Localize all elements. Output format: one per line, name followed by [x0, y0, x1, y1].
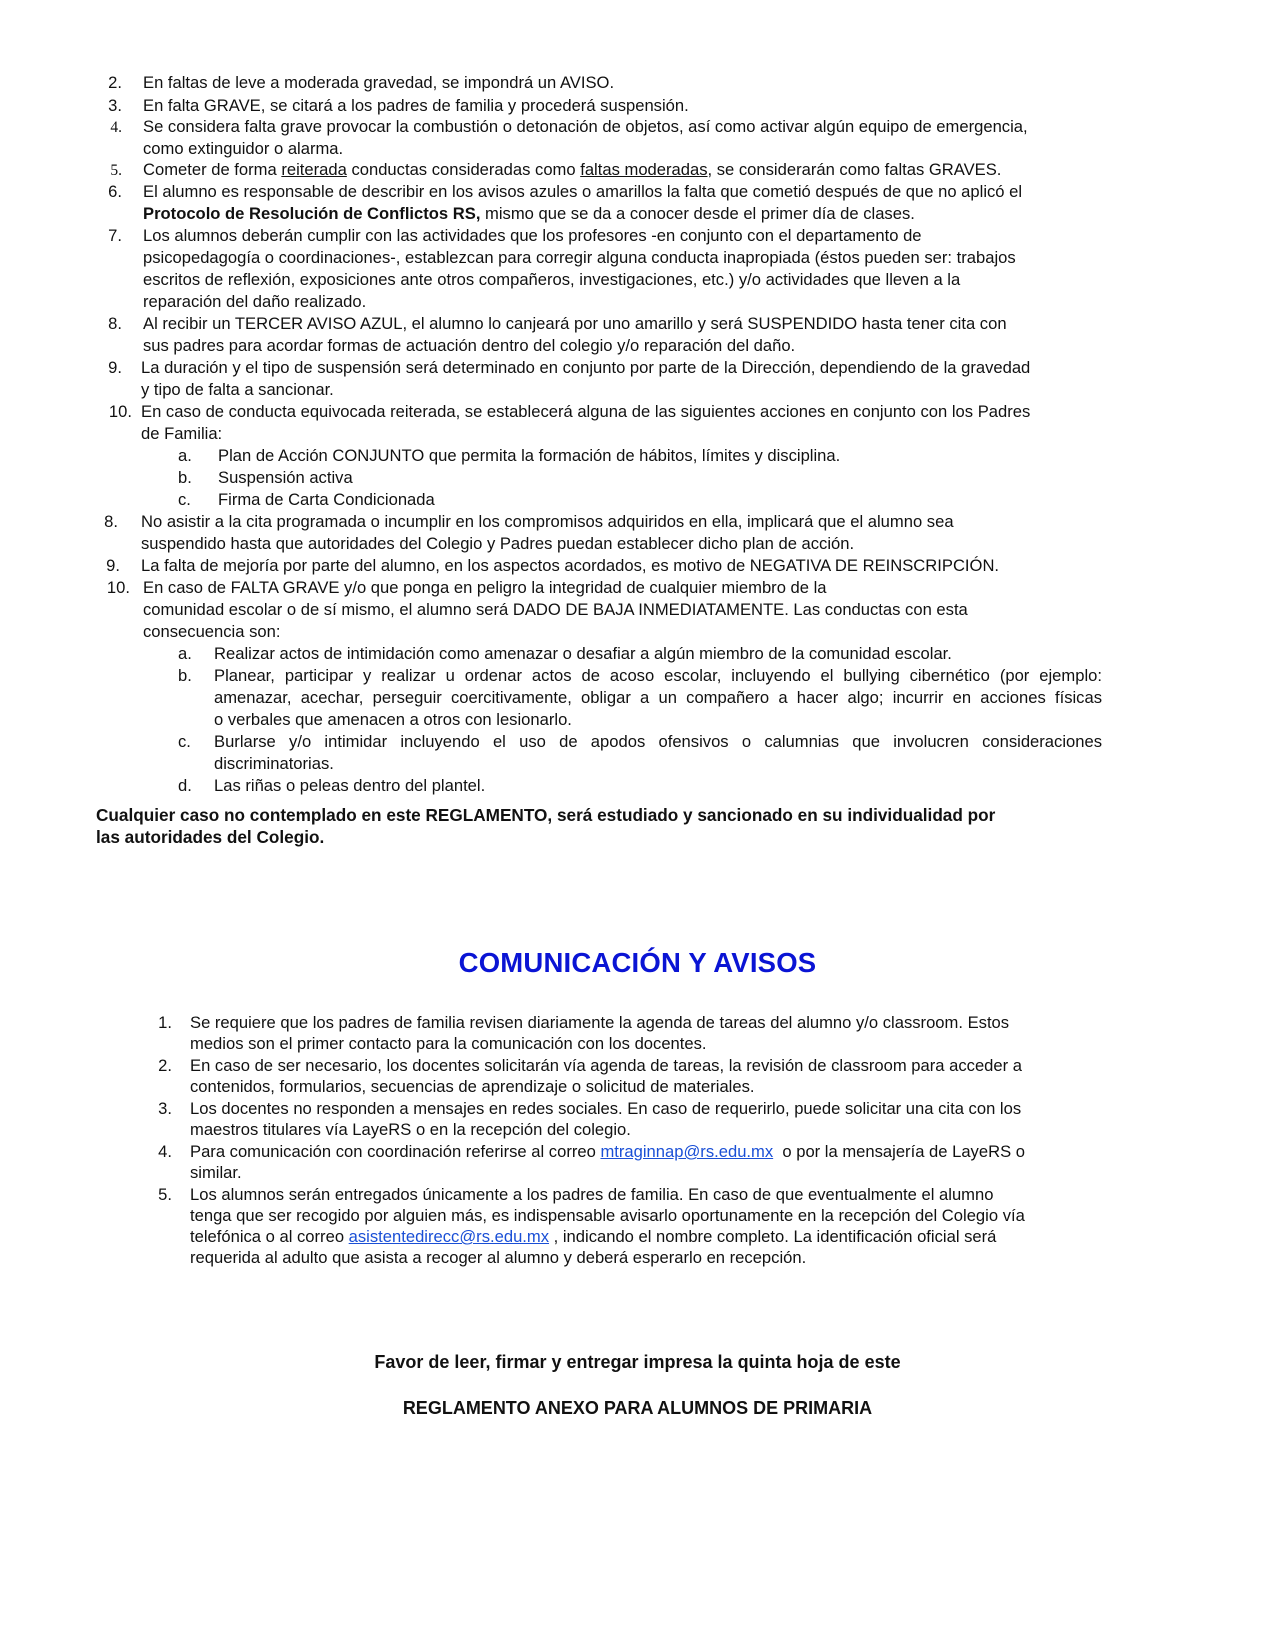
sub-item-text: Suspensión activa	[218, 468, 353, 487]
item-text: requerida al adulto que asista a recoger al alumno y deberá esperarlo en recepción.	[190, 1248, 807, 1267]
item-number: 4.	[158, 1142, 172, 1161]
item-number: 5.	[158, 1185, 172, 1204]
sub-item-text: amenazar, acechar, perseguir coercitivamente, obligar a un compañero a hacer algo; incurrir en acciones físicas	[214, 688, 1102, 707]
rule-number: 8.	[104, 512, 118, 531]
rule-text: y tipo de falta a sancionar.	[141, 380, 334, 399]
rule-text: En caso de FALTA GRAVE y/o que ponga en peligro la integridad de cualquier miembro de la	[143, 578, 827, 597]
item-text: Se requiere que los padres de familia revisen diariamente la agenda de tareas del alumno y/o classroom. Estos	[190, 1013, 1010, 1032]
bold-text: Protocolo de Resolución de Conflictos RS,	[143, 204, 481, 223]
rule-text: No asistir a la cita programada o incumplir en los compromisos adquiridos en ella, implicará que el alumno sea	[141, 512, 954, 531]
rule-number: 9.	[106, 556, 120, 575]
rule-text: Los alumnos deberán cumplir con las actividades que los profesores -en conjunto con el departamento de	[143, 226, 922, 245]
sub-item-letter: c.	[178, 490, 191, 509]
underlined-text: faltas moderadas	[580, 160, 708, 179]
footer-instruction: Favor de leer, firmar y entregar impresa la quinta hoja de este	[374, 1352, 901, 1372]
sub-item-text: Burlarse y/o intimidar incluyendo el uso de apodos ofensivos o calumnias que involucren consideraciones	[214, 732, 1102, 751]
sub-item-text: discriminatorias.	[214, 754, 334, 773]
rule-text: consecuencia son:	[143, 622, 281, 641]
sub-item-letter: d.	[178, 776, 192, 795]
sub-item-letter: c.	[178, 732, 191, 751]
sub-item-text: Firma de Carta Condicionada	[218, 490, 435, 509]
sub-item-letter: a.	[178, 446, 192, 465]
rule-text: La duración y el tipo de suspensión será determinado en conjunto por parte de la Dirección, dependiendo de la gravedad	[141, 358, 1031, 377]
rule-text: La falta de mejoría por parte del alumno, en los aspectos acordados, es motivo de NEGATIVA DE REINSCRIPCIÓN.	[141, 556, 1000, 575]
rule-text: sus padres para acordar formas de actuación dentro del colegio y/o reparación del daño.	[143, 336, 796, 355]
item-number: 2.	[158, 1056, 172, 1075]
item-number: 3.	[158, 1099, 172, 1118]
item-text: Los docentes no responden a mensajes en redes sociales. En caso de requerirlo, puede solicitar una cita con los	[190, 1099, 1022, 1118]
rule-text: Se considera falta grave provocar la combustión o detonación de objetos, así como activar algún equipo de emergencia,	[143, 117, 1028, 136]
email-link-reception[interactable]: asistentedirecc@rs.edu.mx	[348, 1227, 550, 1246]
text-segment: Para comunicación con coordinación referirse al correo	[190, 1142, 601, 1161]
item-text	[190, 1226, 996, 1249]
closing-note-line: las autoridades del Colegio.	[96, 827, 325, 847]
closing-note-line: Cualquier caso no contemplado en este REGLAMENTO, será estudiado y sancionado en su individualidad por	[96, 805, 996, 825]
rule-text: suspendido hasta que autoridades del Colegio y Padres puedan establecer dicho plan de acción.	[141, 534, 855, 553]
rule-text: comunidad escolar o de sí mismo, el alumno será DADO DE BAJA INMEDIATAMENTE. Las conductas con esta	[143, 600, 968, 619]
rule-number: 10.	[108, 402, 132, 421]
section-heading: COMUNICACIÓN Y AVISOS	[458, 947, 817, 978]
rule-text: psicopedagogía o coordinaciones-, establezcan para corregir alguna conducta inapropiada (éstos pueden ser: trabajos	[143, 248, 1016, 267]
item-text: tenga que ser recogido por alguien más, es indispensable avisarlo oportunamente en la recepción del Colegio vía	[190, 1206, 1025, 1225]
rule-number: 6.	[108, 182, 122, 201]
item-text	[190, 1141, 1025, 1164]
rule-number: 8.	[108, 314, 122, 333]
sub-item-text: Planear, participar y realizar u ordenar actos de acoso escolar, incluyendo el bullying cibernético (por ejemplo:	[214, 666, 1102, 685]
sub-item-text: Realizar actos de intimidación como amenazar o desafiar a algún miembro de la comunidad escolar.	[214, 644, 952, 663]
text-segment: mismo que se da a conocer desde el primer día de clases.	[480, 204, 915, 223]
item-text: Los alumnos serán entregados únicamente a los padres de familia. En caso de que eventualmente el alumno	[190, 1185, 994, 1204]
item-text: contenidos, formularios, secuencias de aprendizaje o solicitud de materiales.	[190, 1077, 755, 1096]
item-text: En caso de ser necesario, los docentes solicitarán vía agenda de tareas, la revisión de classroom para acceder a	[190, 1056, 1022, 1075]
sub-item-text: o verbales que amenacen a otros con lesionarlo.	[214, 710, 572, 729]
sub-item-text: Las riñas o peleas dentro del plantel.	[214, 776, 486, 795]
text-segment: conductas consideradas como	[346, 160, 581, 179]
rule-number: 7.	[108, 226, 122, 245]
rule-number: 5.	[110, 162, 122, 179]
sub-item-text: Plan de Acción CONJUNTO que permita la formación de hábitos, límites y disciplina.	[218, 446, 841, 465]
rule-text: reparación del daño realizado.	[143, 292, 367, 311]
text-segment: o por la mensajería de LayeRS o	[773, 1142, 1025, 1161]
text-segment: , se considerarán como faltas GRAVES.	[707, 160, 1002, 179]
item-text: medios son el primer contacto para la comunicación con los docentes.	[190, 1034, 707, 1053]
text-segment: Cometer de forma	[143, 160, 282, 179]
item-text: maestros titulares vía LayeRS o en la recepción del colegio.	[190, 1120, 631, 1139]
rule-number: 10.	[106, 578, 130, 597]
rule-number: 3.	[108, 95, 122, 115]
sub-item-letter: b.	[178, 666, 192, 685]
rule-text: como extinguidor o alarma.	[143, 139, 344, 158]
underlined-text: reiterada	[281, 160, 347, 179]
rule-text: El alumno es responsable de describir en los avisos azules o amarillos la falta que cometió después de que no aplicó el	[143, 182, 1023, 201]
item-number: 1.	[158, 1013, 172, 1032]
rule-text: de Familia:	[141, 424, 223, 443]
rule-text: En caso de conducta equivocada reiterada, se establecerá alguna de las siguientes acciones en conjunto con los Padres	[141, 402, 1031, 421]
rule-text: escritos de reflexión, exposiciones ante otros compañeros, investigaciones, etc.) y/o actividades que lleven a la	[143, 270, 961, 289]
rule-text: Al recibir un TERCER AVISO AZUL, el alumno lo canjeará por uno amarillo y será SUSPENDIDO hasta tener cita con	[143, 314, 1007, 333]
rule-text	[143, 159, 1001, 182]
sub-item-letter: a.	[178, 644, 192, 663]
item-text: similar.	[190, 1163, 242, 1182]
rule-number: 4.	[110, 119, 122, 136]
rule-number: 2.	[108, 73, 122, 92]
text-segment: telefónica o al correo	[190, 1227, 349, 1246]
rule-text: En faltas de leve a moderada gravedad, se impondrá un AVISO.	[143, 73, 615, 92]
email-link-coordination[interactable]: mtraginnap@rs.edu.mx	[600, 1142, 774, 1161]
footer-title: REGLAMENTO ANEXO PARA ALUMNOS DE PRIMARIA	[402, 1398, 873, 1418]
rule-text	[143, 203, 915, 226]
sub-item-letter: b.	[178, 468, 192, 487]
rule-text: En falta GRAVE, se citará a los padres de familia y procederá suspensión.	[143, 95, 689, 115]
closing-note	[96, 804, 1156, 848]
text-segment: , indicando el nombre completo. La identificación oficial será	[549, 1227, 997, 1246]
rule-number: 9.	[108, 358, 122, 377]
